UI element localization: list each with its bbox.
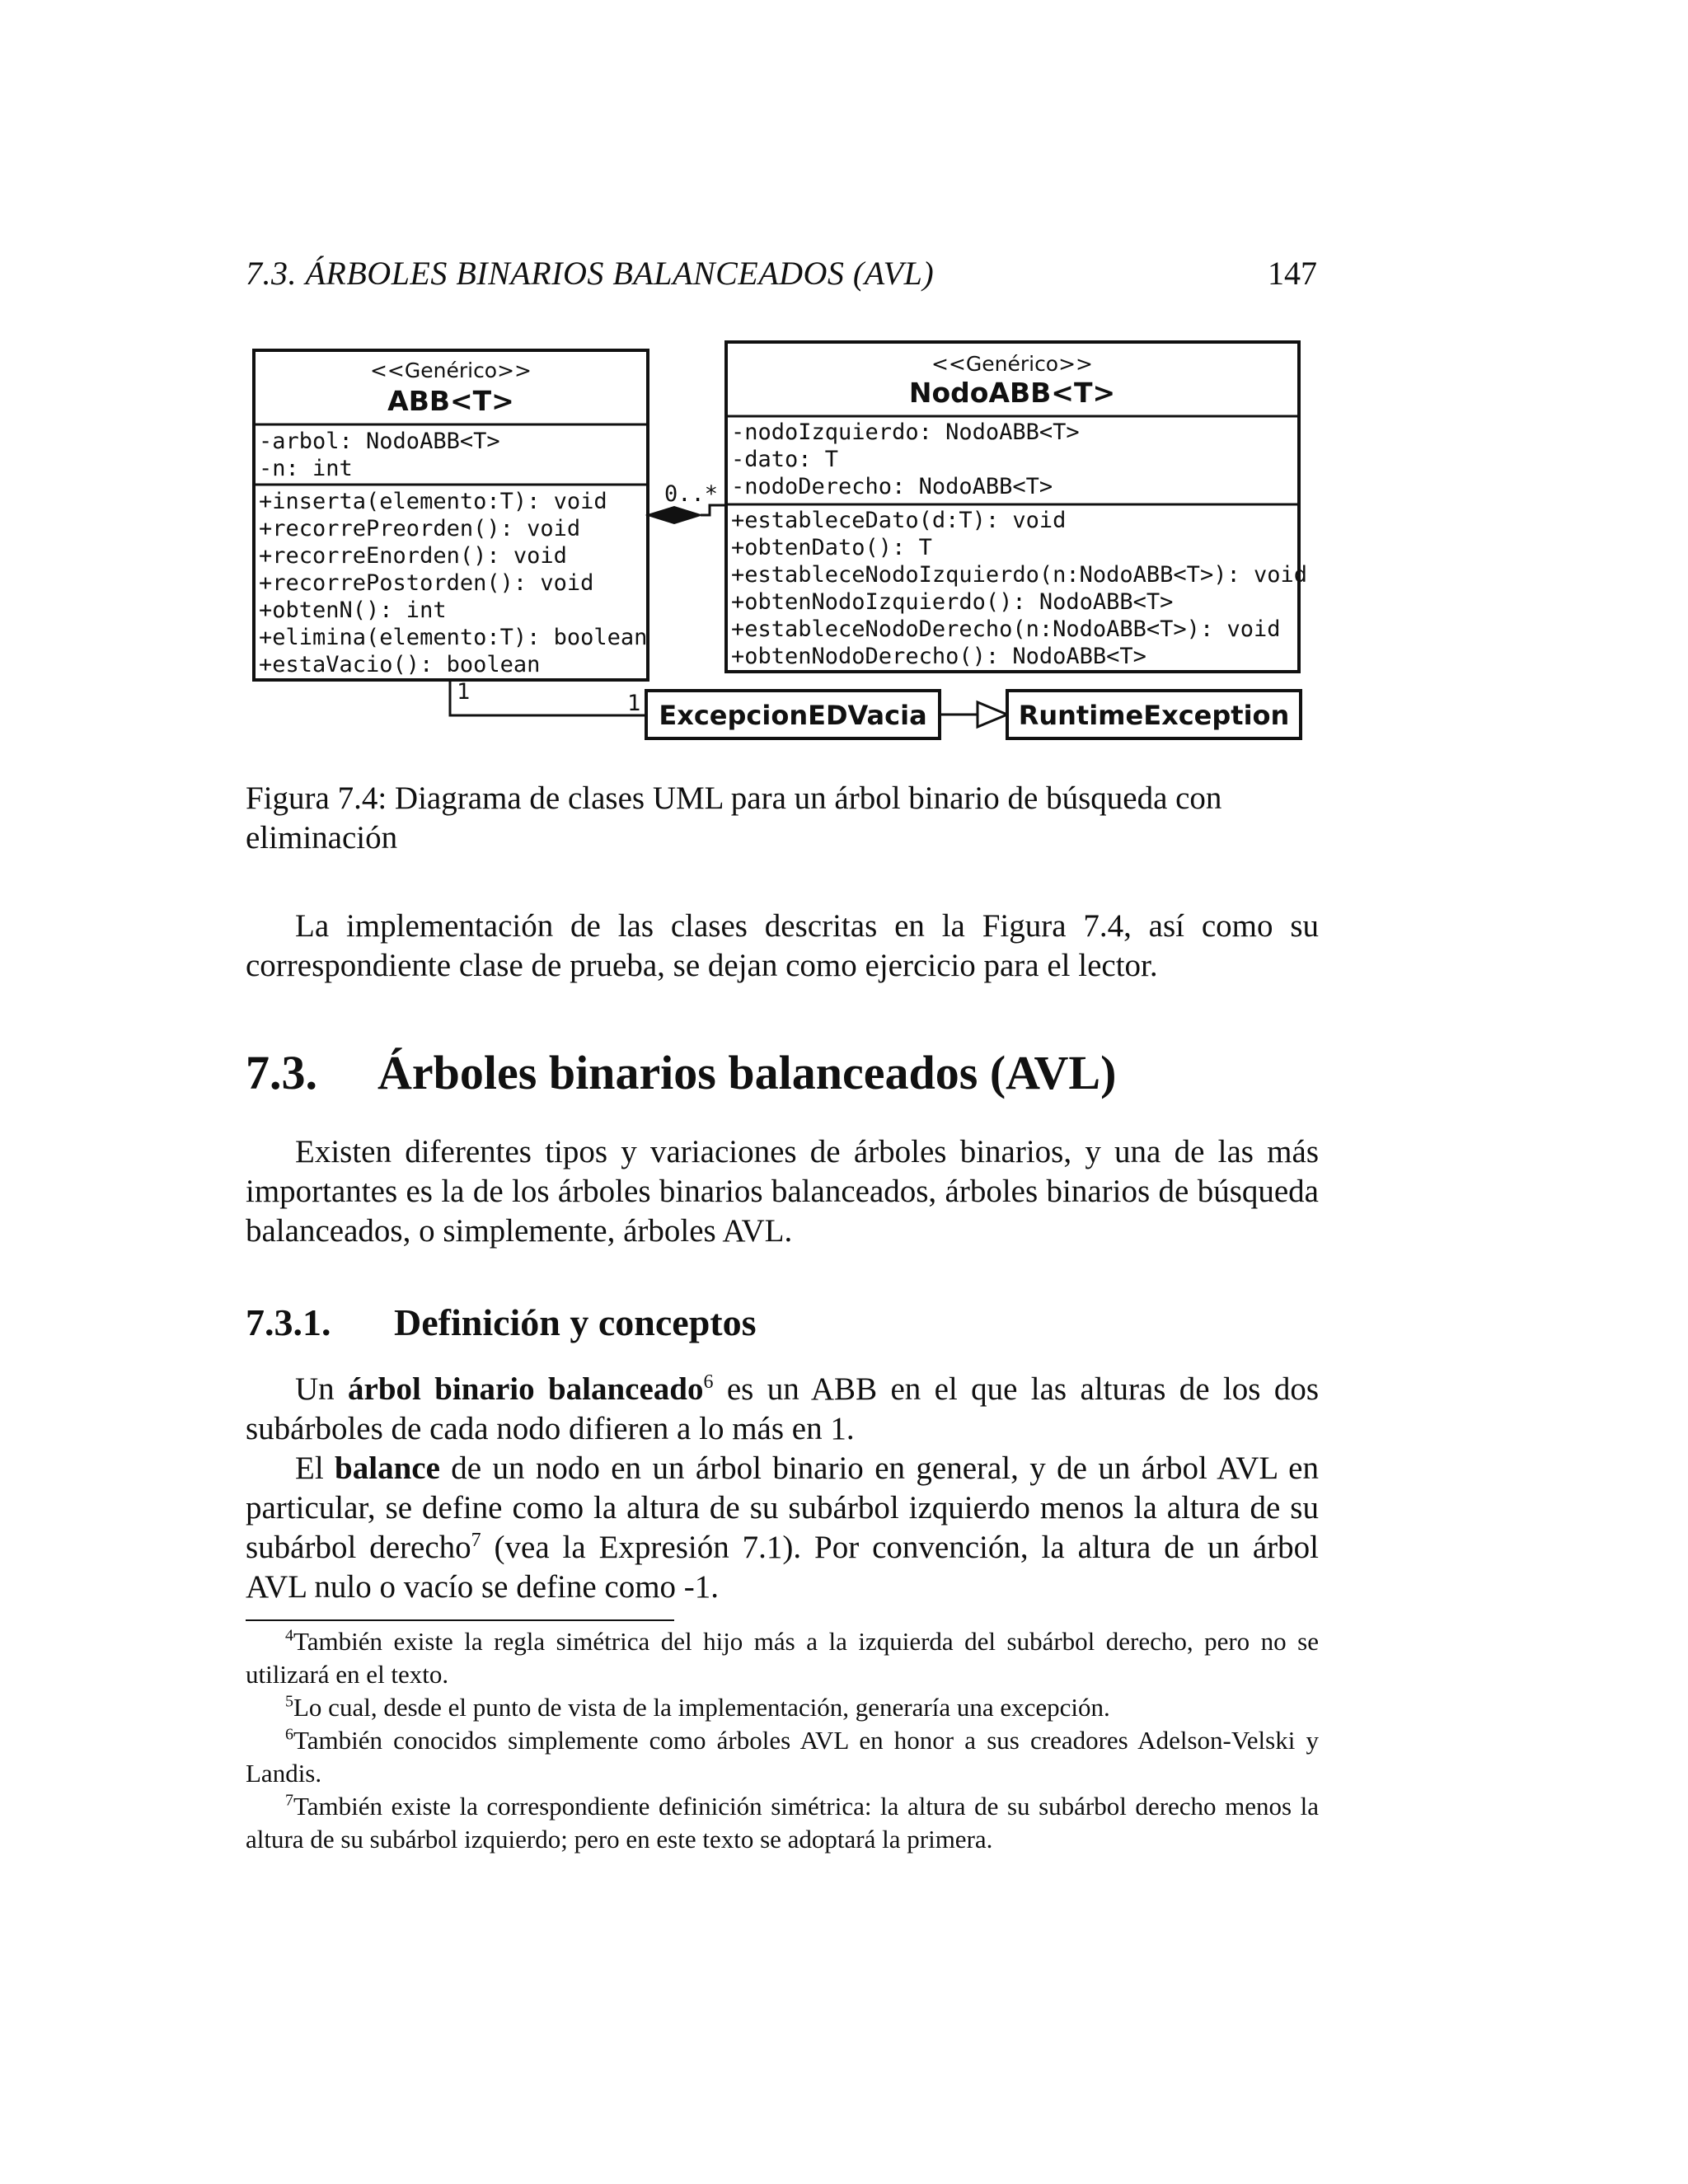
composition-association — [648, 481, 726, 523]
abb-method: +recorrePostorden(): void — [259, 570, 594, 596]
excepcionedvacia-class-name: ExcepcionEDVacia — [659, 700, 927, 731]
nodoabb-attribute: -nodoIzquierdo: NodoABB<T> — [731, 419, 1080, 445]
abb-attribute: -arbol: NodoABB<T> — [259, 429, 500, 454]
bold-term: árbol binario balanceado — [348, 1371, 704, 1407]
nodoabb-class-name: NodoABB<T> — [908, 377, 1116, 409]
footnote — [246, 1724, 1319, 1790]
footnote-mark: 6 — [285, 1725, 293, 1744]
footnote-text: Lo cual, desde el punto de vista de la implementación, generaría una excepción. — [293, 1693, 1110, 1722]
definition-paragraph — [246, 1370, 1319, 1449]
section-number: 7.3. — [246, 1046, 317, 1099]
nodoabb-method: +estableceNodoDerecho(n:NodoABB<T>): void — [731, 616, 1281, 642]
excepcionedvacia-class-box — [646, 691, 940, 738]
text-run: (vea la Expresión 7.1). Por convención, la altura de un árbol AVL nulo o vacío se define como -1. — [246, 1530, 1319, 1605]
footnote-mark: 7 — [285, 1791, 293, 1810]
figure-caption: Figura 7.4: Diagrama de clases UML para un árbol binario de búsqueda con eliminación — [246, 780, 1222, 855]
body-paragraph: Existen diferentes tipos y variaciones de árboles binarios, y una de las más importantes es la de los árboles binarios balanceados, árboles binarios de búsqueda balanceados, o simplemente, árboles AVL. — [246, 1134, 1319, 1249]
abb-method: +elimina(elemento:T): boolean — [259, 625, 648, 650]
footnotes — [246, 1625, 1319, 1856]
nodoabb-method: +obtenNodoDerecho(): NodoABB<T> — [731, 644, 1146, 669]
subsection-number: 7.3.1. — [246, 1301, 331, 1343]
footnote-mark: 4 — [285, 1626, 293, 1645]
nodoabb-attribute: -dato: T — [731, 447, 839, 472]
multiplicity-label: 0..* — [664, 481, 719, 507]
footnote-rule — [246, 1619, 674, 1621]
abb-method: +inserta(elemento:T): void — [259, 489, 607, 514]
nodoabb-attribute: -nodoDerecho: NodoABB<T> — [731, 474, 1053, 499]
subsection-heading — [246, 1301, 757, 1344]
footnote — [246, 1691, 1319, 1724]
abb-method: +recorrePreorden(): void — [259, 516, 581, 541]
footnote-marker: 7 — [471, 1530, 481, 1551]
nodoabb-stereotype: <<Genérico>> — [931, 352, 1094, 376]
generalization-arrow — [940, 702, 1007, 727]
nodoabb-method: +obtenDato(): T — [731, 535, 932, 560]
multiplicity-label: 1 — [457, 679, 471, 705]
uml-class-diagram — [244, 330, 1307, 750]
text-run: El — [295, 1451, 335, 1486]
section-heading — [246, 1045, 1116, 1100]
abb-method: +recorreEnorden(): void — [259, 543, 567, 569]
subsection-title: Definición y conceptos — [394, 1301, 757, 1343]
section-title: Árboles binarios balanceados (AVL) — [377, 1046, 1117, 1099]
abb-method: +estaVacio(): boolean — [259, 652, 541, 677]
runtimeexception-class-name: RuntimeException — [1018, 700, 1290, 731]
nodoabb-method: +obtenNodoIzquierdo(): NodoABB<T> — [731, 589, 1174, 615]
page-number: 147 — [1268, 255, 1317, 292]
footnote-marker: 6 — [703, 1371, 714, 1393]
footnote-text: También existe la regla simétrica del hijo más a la izquierda del subárbol derecho, pero no se utilizará en el texto. — [246, 1627, 1319, 1689]
text-run: es un ABB en el que las alturas de los dos subárboles de cada nodo difieren a lo más en 1. — [246, 1371, 1319, 1446]
abb-class-box — [254, 350, 648, 680]
nodoabb-method: +estableceNodoIzquierdo(n:NodoABB<T>): void — [731, 562, 1307, 588]
nodoabb-class-box — [726, 342, 1307, 672]
abb-class-name: ABB<T> — [387, 385, 514, 417]
nodoabb-method: +estableceDato(d:T): void — [731, 508, 1067, 533]
multiplicity-label: 1 — [627, 691, 641, 716]
abb-method: +obtenN(): int — [259, 598, 447, 623]
abb-attribute: -n: int — [259, 456, 353, 481]
bold-term: balance — [335, 1451, 440, 1486]
footnote — [246, 1790, 1319, 1856]
running-header-title: 7.3. ÁRBOLES BINARIOS BALANCEADOS (AVL) — [246, 255, 935, 292]
balance-paragraph — [246, 1449, 1319, 1607]
footnote — [246, 1625, 1319, 1691]
footnote-mark: 5 — [285, 1692, 293, 1711]
text-run: Un — [295, 1371, 349, 1407]
body-paragraph: La implementación de las clases descritas en la Figura 7.4, así como su correspondiente clase de prueba, se dejan como ejercicio para el lector. — [246, 908, 1319, 983]
footnote-text: También existe la correspondiente definición simétrica: la altura de su subárbol derecho menos la altura de su subárbol izquierdo; pero en este texto se adoptará la primera. — [246, 1792, 1319, 1854]
abb-stereotype: <<Genérico>> — [369, 359, 532, 382]
exception-association — [450, 679, 646, 716]
footnote-text: También conocidos simplemente como árboles AVL en honor a sus creadores Adelson-Velski y Landis. — [246, 1726, 1319, 1788]
text-run: de un nodo en un árbol binario en general, y de un árbol AVL en particular, se define como la altura de su subárbol izquierdo menos la altura de su subárbol derecho — [246, 1451, 1319, 1565]
runtimeexception-class-box — [1007, 691, 1301, 738]
